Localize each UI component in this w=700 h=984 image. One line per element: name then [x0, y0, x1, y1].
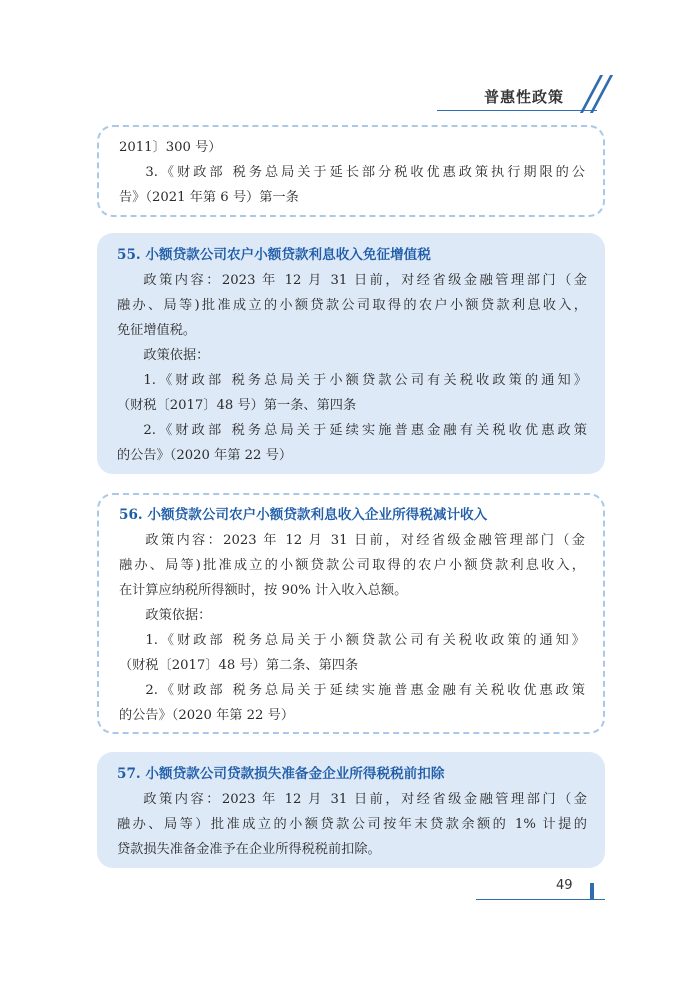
policy-title: 57. 小额贷款公司贷款损失准备金企业所得税税前扣除 — [117, 766, 445, 782]
policy-content: 融办、局等)批准成立的小额贷款公司取得的农户小额贷款利息收入， — [117, 298, 587, 313]
policy-content: 融办、局等)批准成立的小额贷款公司取得的农户小额贷款利息收入， — [119, 558, 585, 573]
page-number: 49 — [556, 878, 573, 893]
policy-basis-item: （财税〔2017〕48 号）第二条、第四条 — [119, 658, 359, 673]
footer-rule — [476, 899, 605, 900]
reference-text: 告》（2021 年第 6 号）第一条 — [119, 190, 299, 205]
policy-title: 56. 小额贷款公司农户小额贷款利息收入企业所得税减计收入 — [119, 507, 488, 523]
policy-content: 政策内容：2023 年 12 月 31 日前，对经省级金融管理部门（金 — [143, 273, 587, 288]
reference-text: 2011〕300 号） — [119, 140, 222, 155]
policy-box-56 — [97, 493, 605, 734]
policy-basis-label: 政策依据： — [145, 608, 212, 623]
reference-text: 3.《财政部 税务总局关于延长部分税收优惠政策执行期限的公 — [145, 165, 585, 180]
header-rule — [437, 110, 597, 111]
policy-basis-item: 1.《财政部 税务总局关于小额贷款公司有关税收政策的通知》 — [143, 373, 587, 388]
policy-content: 贷款损失准备金准予在企业所得税税前扣除。 — [117, 842, 381, 857]
policy-content: 在计算应纳税所得额时，按 90% 计入收入总额。 — [119, 583, 408, 598]
policy-content: 政策内容：2023 年 12 月 31 日前，对经省级金融管理部门（金 — [143, 792, 587, 807]
policy-basis-item: 的公告》（2020 年第 22 号） — [119, 708, 295, 723]
policy-box-55 — [97, 233, 605, 474]
policy-basis-item: 2.《财政部 税务总局关于延续实施普惠金融有关税收优惠政策 — [143, 423, 587, 438]
policy-basis-item: 的公告》（2020 年第 22 号） — [117, 448, 293, 463]
policy-content: 融办、局等）批准成立的小额贷款公司按年末贷款余额的 1% 计提的 — [117, 817, 587, 832]
page-header — [0, 0, 700, 115]
header-slash-decoration — [590, 75, 613, 113]
policy-basis-item: （财税〔2017〕48 号）第一条、第四条 — [117, 398, 357, 413]
section-title: 普惠性政策 — [483, 88, 564, 106]
policy-basis-item: 1.《财政部 税务总局关于小额贷款公司有关税收政策的通知》 — [145, 633, 585, 648]
policy-title: 55. 小额贷款公司农户小额贷款利息收入免征增值税 — [117, 247, 431, 263]
policy-box-continued — [97, 125, 605, 217]
policy-content: 免征增值税。 — [117, 323, 197, 338]
footer-bar-decoration — [590, 883, 594, 900]
policy-basis-label: 政策依据： — [143, 348, 210, 363]
policy-basis-item: 2.《财政部 税务总局关于延续实施普惠金融有关税收优惠政策 — [145, 683, 585, 698]
policy-box-57 — [97, 752, 605, 868]
policy-content: 政策内容：2023 年 12 月 31 日前，对经省级金融管理部门（金 — [145, 533, 585, 548]
